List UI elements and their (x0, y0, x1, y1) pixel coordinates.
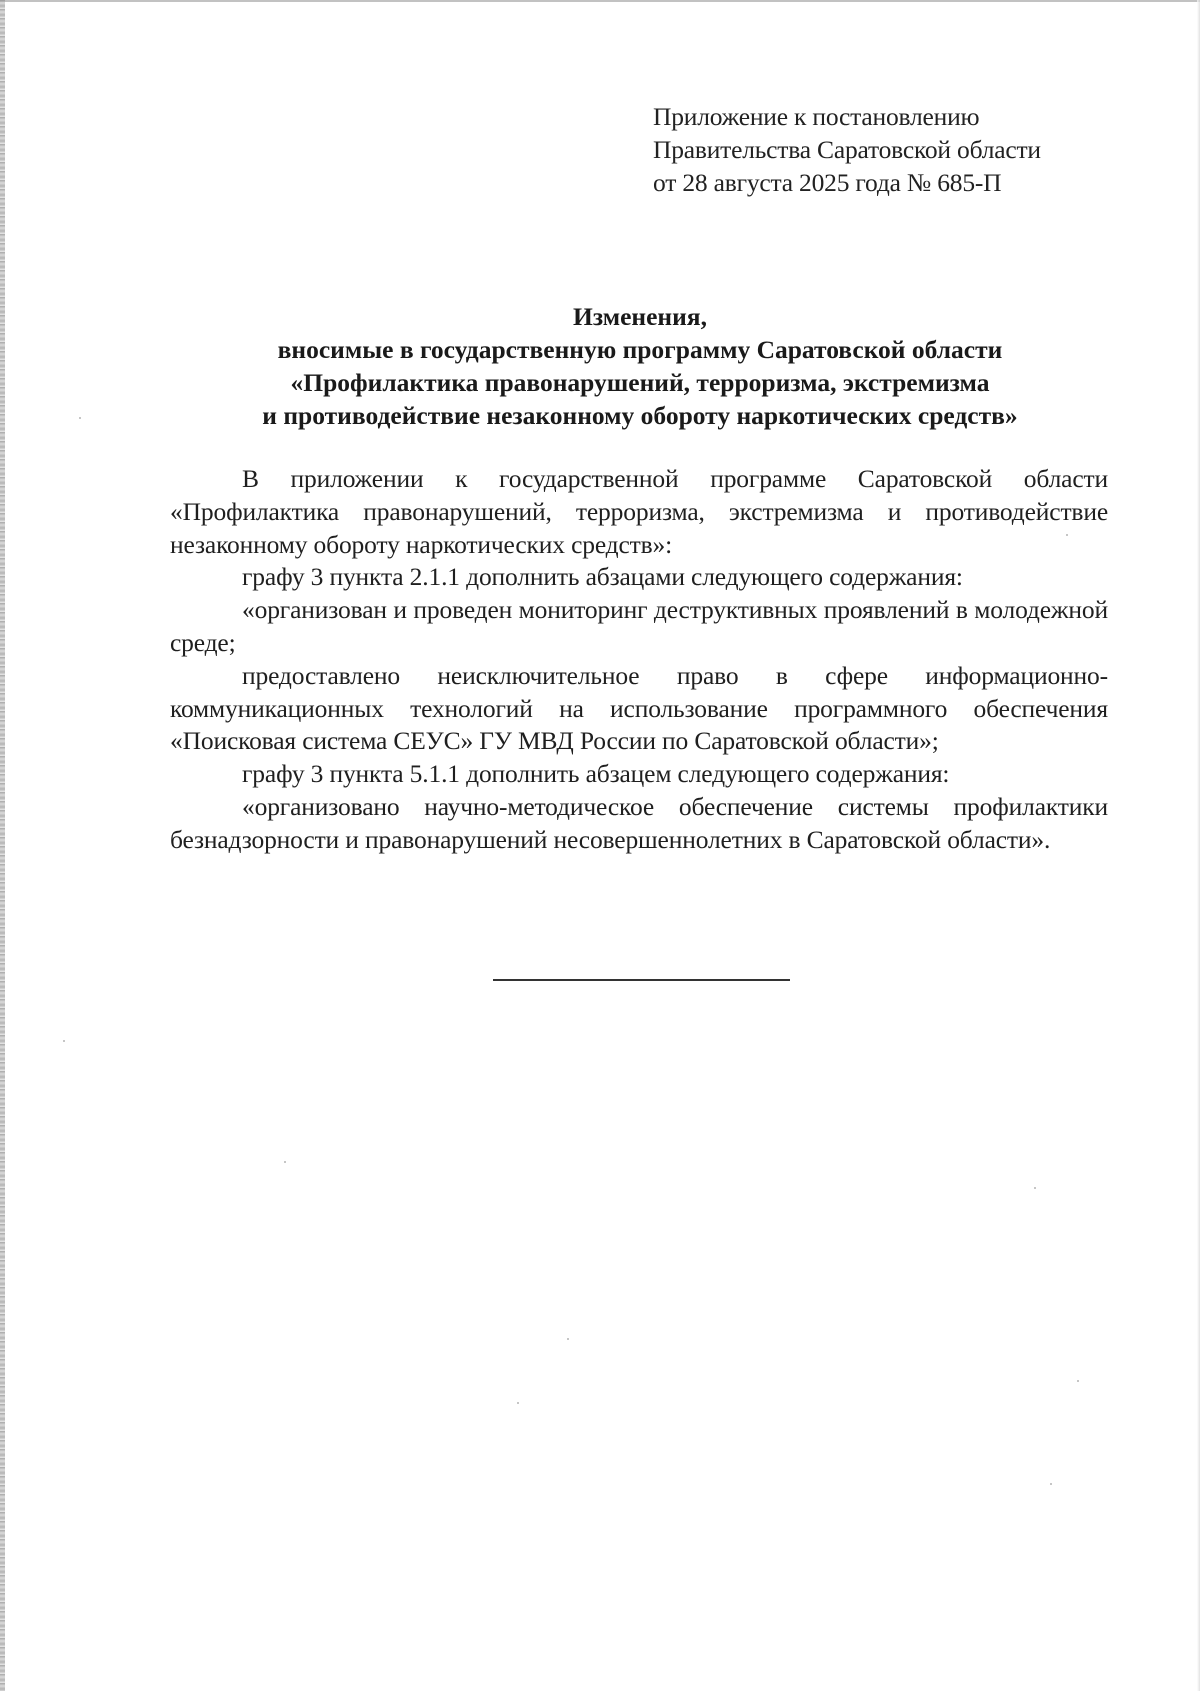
approval-block (653, 100, 1173, 199)
scan-speck (1034, 1187, 1036, 1189)
approval-line-1: Приложение к постановлению (653, 102, 980, 131)
scan-edge-top (0, 0, 1200, 2)
body-paragraph-3: «организован и проведен мониторинг деструктивных проявлений в молодежной среде; (170, 595, 1108, 657)
approval-line-2: Правительства Саратовской области (653, 135, 1041, 164)
body-paragraph-1: В приложении к государственной программе Саратовской области «Профилактика правонарушений, терроризма, экстремизма и противодействие незаконному обороту наркотических средств»: (170, 464, 1108, 559)
scan-edge-left (0, 0, 5, 1691)
body-paragraph-4: предоставлено неисключительное право в сфере информационно-коммуникационных технологий на использование программного обеспечения «Поисковая система СЕУС» ГУ МВД России по Саратовской области»; (170, 660, 1108, 756)
scan-speck (63, 1040, 65, 1042)
document-body (170, 463, 1108, 857)
title-line-3: «Профилактика правонарушений, терроризма, экстремизма (290, 368, 990, 397)
body-paragraph-5: графу 3 пункта 5.1.1 дополнить абзацем следующего содержания: (242, 759, 950, 789)
body-paragraph-2: графу 3 пункта 2.1.1 дополнить абзацами следующего содержания: (242, 562, 963, 592)
scan-speck (284, 1161, 286, 1163)
title-line-2: вносимые в государственную программу Саратовской области (277, 335, 1003, 364)
approval-line-3: от 28 августа 2025 года № 685-П (653, 168, 1002, 197)
title-line-1: Изменения, (573, 302, 707, 331)
scan-speck (79, 417, 81, 419)
title-line-4: и противодействие незаконному обороту наркотических средств» (262, 401, 1018, 430)
scan-speck (567, 1338, 569, 1340)
scan-speck (1050, 1483, 1052, 1485)
closing-rule (493, 979, 790, 981)
scan-speck (517, 1402, 519, 1404)
body-paragraph-6: «организовано научно-методическое обеспечение системы профилактики безнадзорности и правонарушений несовершеннолетних в Саратовской области». (170, 791, 1108, 854)
scan-speck (1077, 1380, 1079, 1382)
document-title (160, 300, 1120, 432)
